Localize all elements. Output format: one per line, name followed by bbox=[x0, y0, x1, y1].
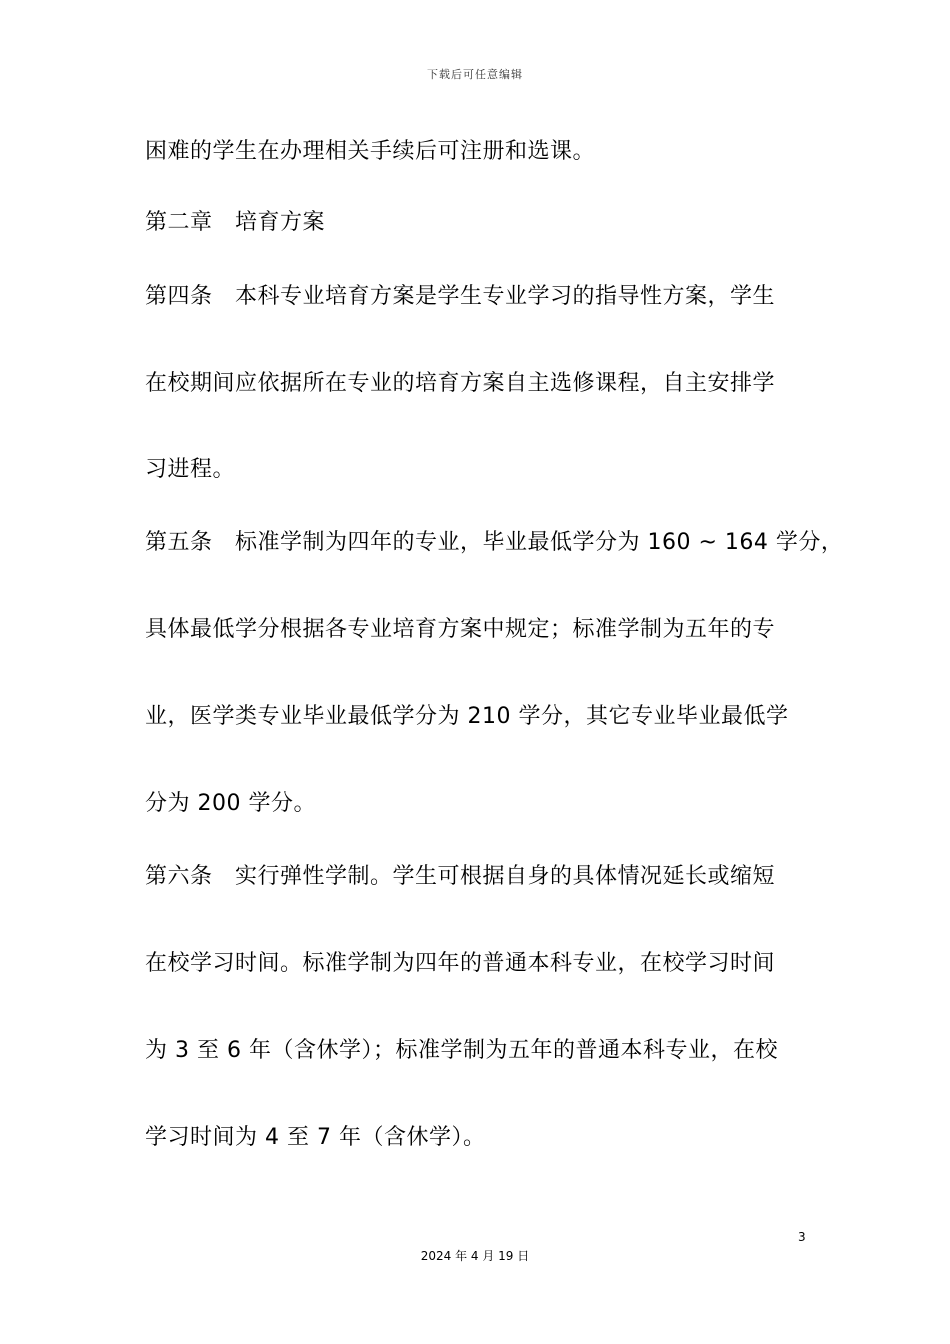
body-line-5: 习进程。 bbox=[145, 457, 236, 482]
chapter-heading: 第二章 培育方案 bbox=[145, 210, 326, 235]
body-line-4: 在校期间应依据所在专业的培育方案自主选修课程，自主安排学 bbox=[145, 371, 776, 396]
body-line-13: 学习时间为 4 至 7 年（含休学）。 bbox=[145, 1125, 486, 1150]
footer-date: 2024 年 4 月 19 日 bbox=[420, 1249, 530, 1263]
body-line-7: 具体最低学分根据各专业培育方案中规定；标准学制为五年的专 bbox=[145, 617, 776, 642]
body-line-8: 业，医学类专业毕业最低学分为 210 学分，其它专业毕业最低学 bbox=[145, 704, 789, 729]
body-line-12: 为 3 至 6 年（含休学）；标准学制为五年的普通本科专业，在校 bbox=[145, 1038, 778, 1063]
body-line-3: 第四条 本科专业培育方案是学生专业学习的指导性方案，学生 bbox=[145, 284, 776, 309]
page-header: 下载后可任意编辑 bbox=[427, 68, 523, 81]
page-number: 3 bbox=[798, 1230, 806, 1244]
body-line-1: 困难的学生在办理相关手续后可注册和选课。 bbox=[145, 139, 596, 164]
body-line-11: 在校学习时间。标准学制为四年的普通本科专业，在校学习时间 bbox=[145, 951, 776, 976]
body-line-10: 第六条 实行弹性学制。学生可根据自身的具体情况延长或缩短 bbox=[145, 864, 776, 889]
body-line-9: 分为 200 学分。 bbox=[145, 791, 316, 816]
body-line-6: 第五条 标准学制为四年的专业，毕业最低学分为 160 ~ 164 学分， bbox=[145, 530, 844, 555]
